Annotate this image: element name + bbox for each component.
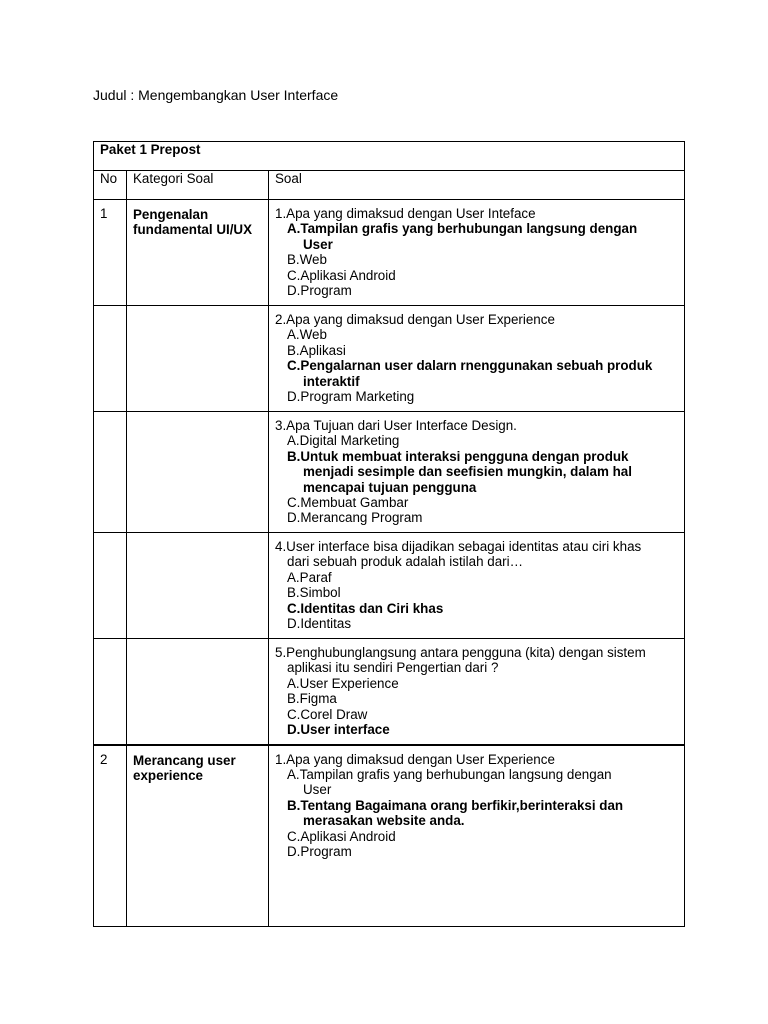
row-category bbox=[127, 200, 269, 306]
question-cell bbox=[269, 200, 685, 306]
question-cell bbox=[269, 745, 685, 927]
answer-option: C.Corel Draw bbox=[287, 706, 368, 722]
question-row bbox=[94, 412, 685, 533]
column-header-row bbox=[94, 171, 685, 200]
answer-option-correct: B.Untuk membuat interaksi pengguna dengan produk menjadi sesimple dan seefisien mungkin, dalam hal mencapai tujuan pengguna bbox=[287, 448, 632, 495]
row-category bbox=[127, 745, 269, 927]
table-title-row bbox=[94, 142, 685, 171]
answer-option: D.Merancang Program bbox=[287, 510, 423, 526]
column-header-no: No bbox=[94, 171, 127, 200]
row-number bbox=[94, 412, 127, 533]
row-number: 2 bbox=[94, 745, 127, 927]
row-category bbox=[127, 533, 269, 639]
answer-option-correct: C.Identitas dan Ciri khas bbox=[287, 600, 444, 616]
row-number: 1 bbox=[94, 200, 127, 306]
category-line: fundamental UI/UX bbox=[133, 222, 253, 238]
row-category bbox=[127, 639, 269, 745]
question-text: 2.Apa yang dimaksud dengan User Experience bbox=[275, 312, 555, 327]
answer-options bbox=[287, 767, 679, 859]
question-row bbox=[94, 306, 685, 412]
answer-option-correct: B.Tentang Bagaimana orang berfikir,berinteraksi dan merasakan website anda. bbox=[287, 797, 624, 829]
answer-options bbox=[287, 570, 679, 632]
question-text: 5.Penghubunglangsung antara pengguna (kita) dengan sistem aplikasi itu sendiri Pengertian dari ? bbox=[275, 645, 646, 676]
answer-option: D.Identitas bbox=[287, 616, 352, 632]
answer-option: C.Aplikasi Android bbox=[287, 828, 396, 844]
row-category bbox=[127, 412, 269, 533]
answer-option: A.Tampilan grafis yang berhubungan langsung dengan User bbox=[287, 766, 612, 798]
answer-option: A.Web bbox=[287, 327, 327, 343]
answer-option: C.Membuat Gambar bbox=[287, 495, 409, 511]
package-title: Paket 1 Prepost bbox=[94, 142, 685, 171]
answer-option: B.Web bbox=[287, 252, 327, 268]
answer-option: B.Figma bbox=[287, 691, 337, 707]
column-header-kategori: Kategori Soal bbox=[127, 171, 269, 200]
question-row bbox=[94, 200, 685, 306]
answer-option: D.Program bbox=[287, 283, 352, 299]
row-category bbox=[127, 306, 269, 412]
question-text: 1.Apa yang dimaksud dengan User Inteface bbox=[275, 206, 536, 221]
answer-options bbox=[287, 676, 679, 738]
category-line: Merancang user bbox=[133, 752, 236, 768]
question-cell bbox=[269, 306, 685, 412]
answer-option-correct: C.Pengalarnan user dalarn rnenggunakan sebuah produk interaktif bbox=[287, 358, 653, 389]
answer-option: A.Paraf bbox=[287, 569, 332, 585]
question-text: 1.Apa yang dimaksud dengan User Experience bbox=[275, 751, 555, 767]
answer-option: D.Program bbox=[287, 843, 352, 859]
answer-option: B.Simbol bbox=[287, 585, 341, 601]
question-cell bbox=[269, 533, 685, 639]
answer-option: C.Aplikasi Android bbox=[287, 267, 396, 283]
answer-option: B.Aplikasi bbox=[287, 342, 346, 358]
row-number bbox=[94, 639, 127, 745]
row-number bbox=[94, 306, 127, 412]
answer-option: D.Program Marketing bbox=[287, 389, 415, 405]
question-text: 3.Apa Tujuan dari User Interface Design. bbox=[275, 418, 517, 433]
column-header-soal: Soal bbox=[269, 171, 685, 200]
answer-options bbox=[287, 327, 679, 404]
category-line: experience bbox=[133, 767, 203, 783]
answer-options bbox=[287, 433, 679, 525]
row-number bbox=[94, 533, 127, 639]
category-line: Pengenalan bbox=[133, 207, 209, 222]
answer-options bbox=[287, 221, 679, 298]
question-row bbox=[94, 639, 685, 745]
question-row bbox=[94, 745, 685, 927]
question-cell bbox=[269, 412, 685, 533]
question-row bbox=[94, 533, 685, 639]
answer-option: A.Digital Marketing bbox=[287, 433, 400, 449]
answer-option: A.User Experience bbox=[287, 675, 399, 691]
answer-option-correct: D.User interface bbox=[287, 722, 390, 738]
question-text: 4.User interface bisa dijadikan sebagai identitas atau ciri khas dari sebuah produk adalah istilah dari… bbox=[275, 539, 642, 570]
question-cell bbox=[269, 639, 685, 745]
quiz-table bbox=[93, 141, 685, 927]
document-title: Judul : Mengembangkan User Interface bbox=[93, 87, 339, 103]
answer-option-correct: A.Tampilan grafis yang berhubungan langsung dengan User bbox=[287, 221, 638, 252]
